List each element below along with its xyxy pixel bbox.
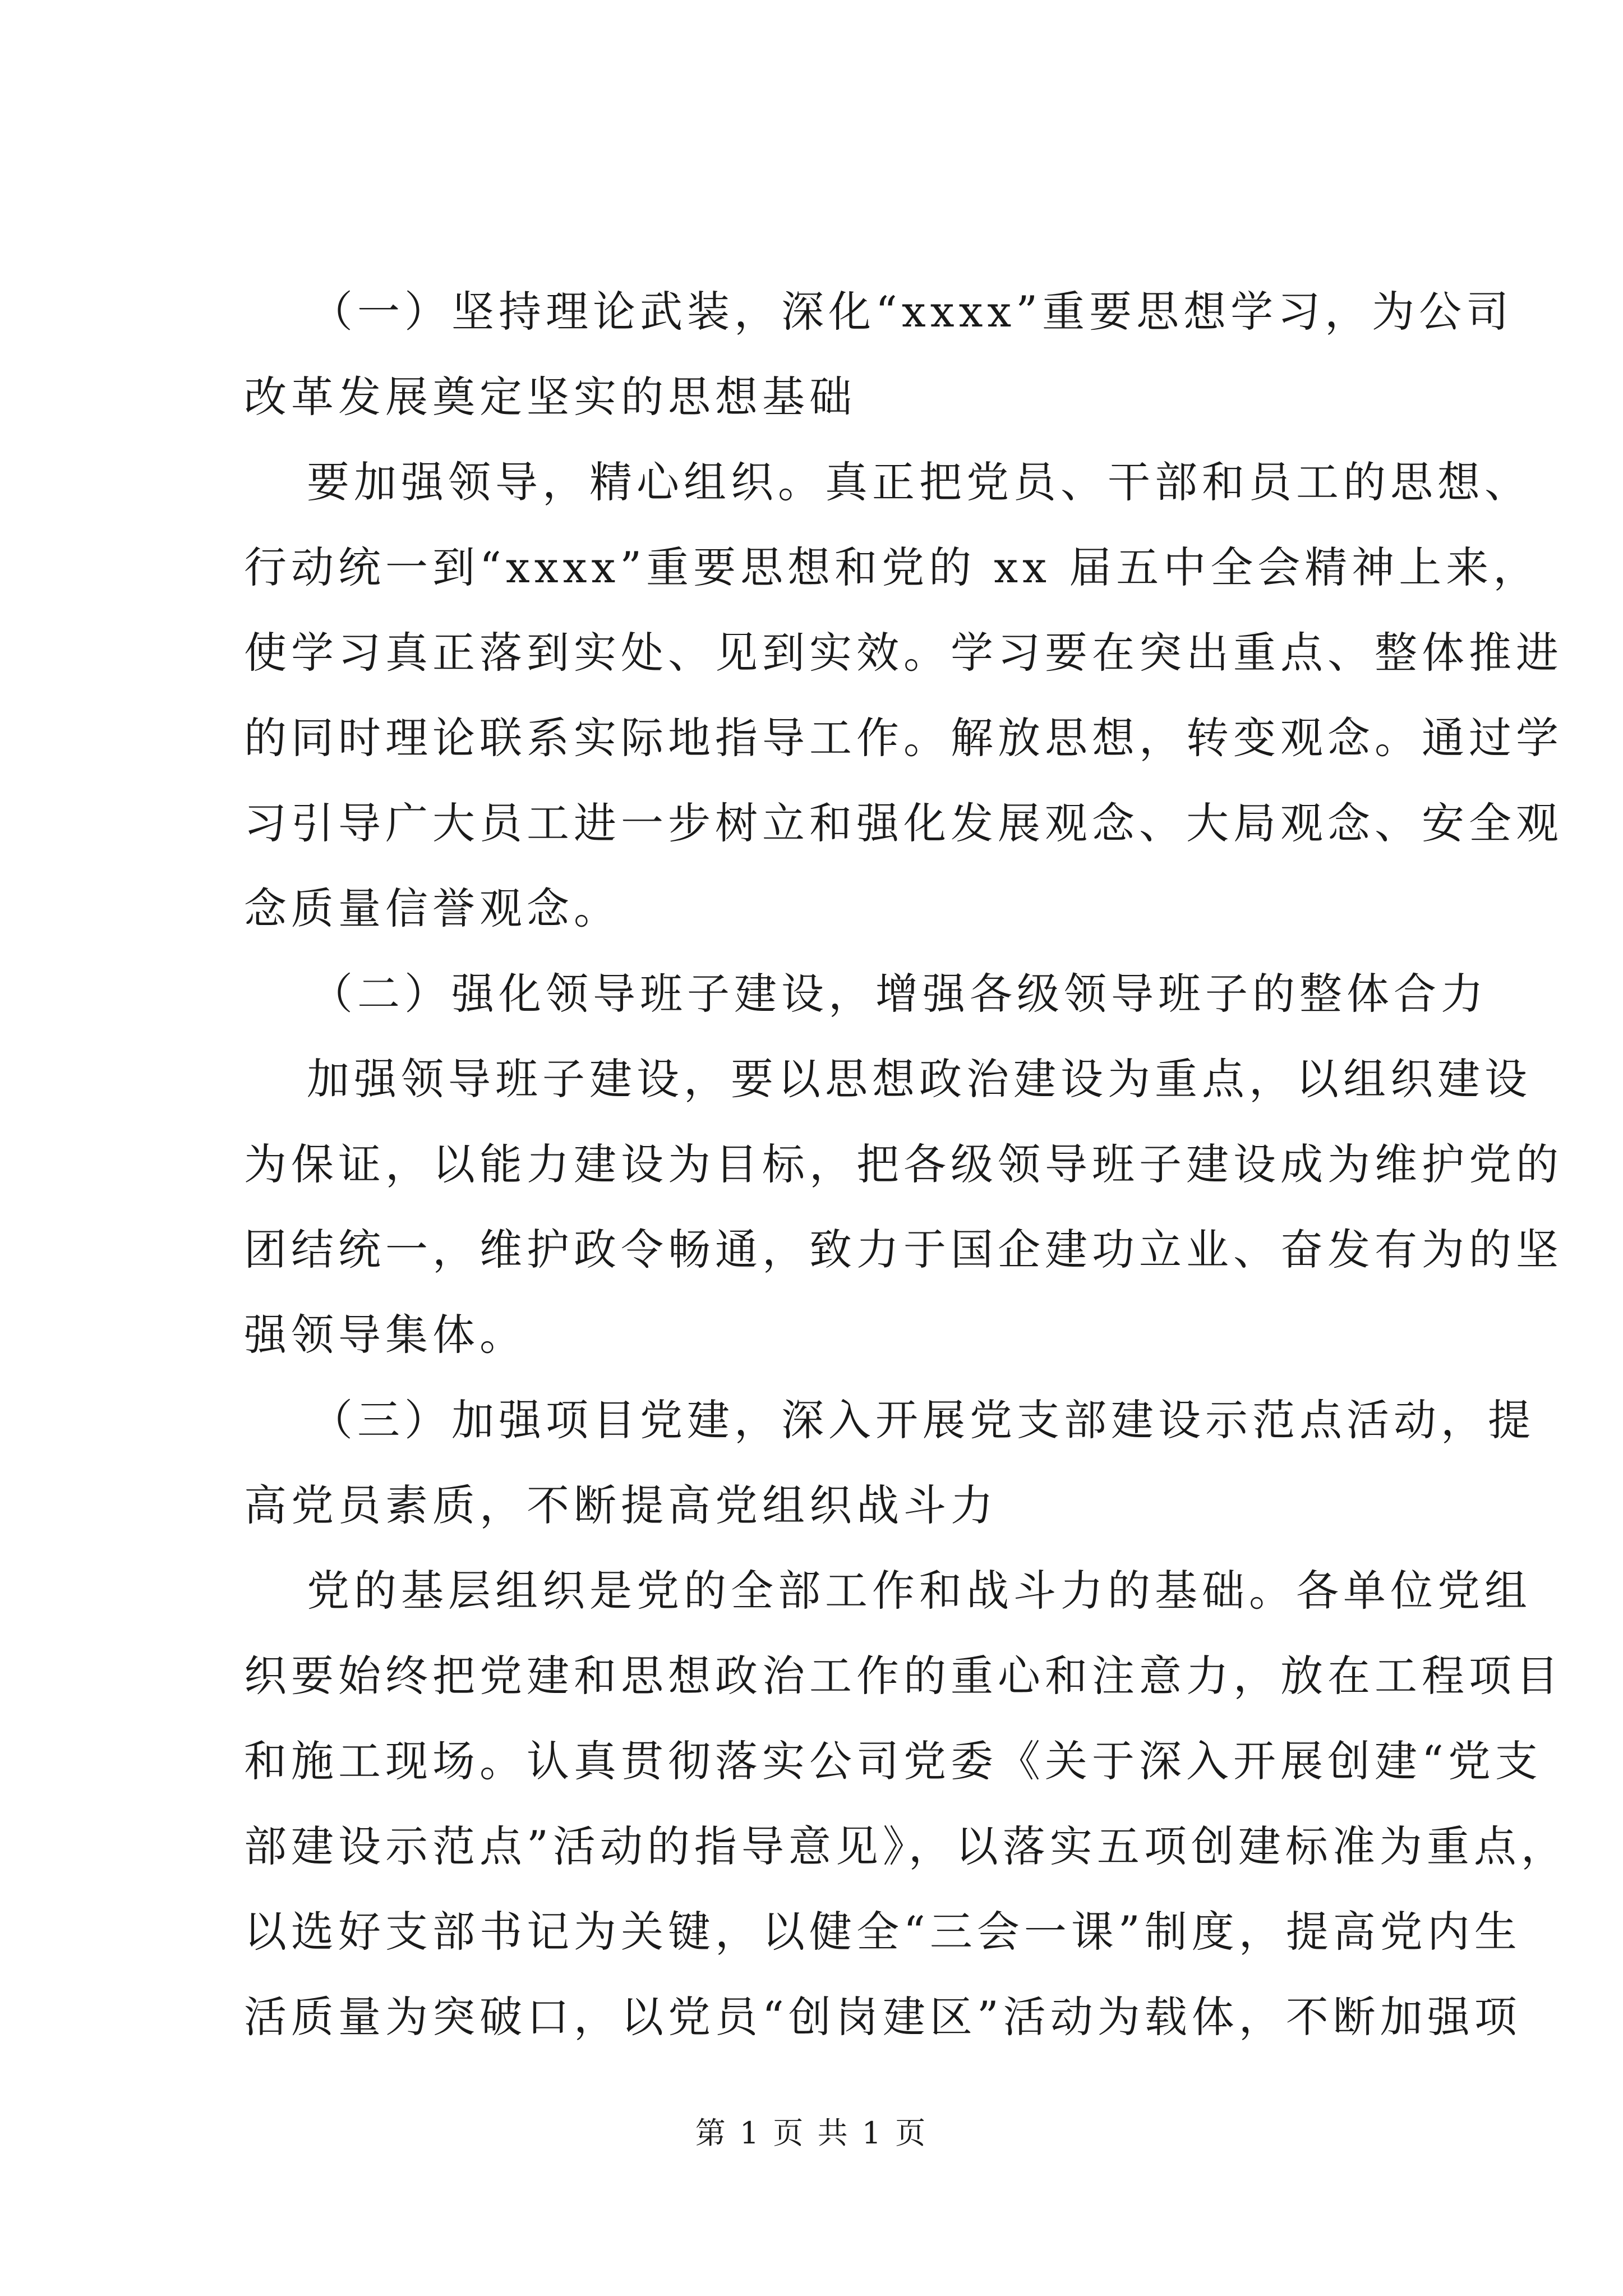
- paragraph-1-line-3: 使学习真正落到实处、见到实效。学习要在突出重点、整体推进: [244, 628, 1563, 678]
- paragraph-3-line-3: 和施工现场。认真贯彻落实公司党委《关于深入开展创建“党支: [244, 1736, 1542, 1786]
- section-heading-1-line-2: 改革发展奠定坚实的思想基础: [244, 372, 856, 422]
- paragraph-2-line-3: 团结统一，维护政令畅通，致力于国企建功立业、奋发有为的坚: [244, 1225, 1563, 1274]
- paragraph-2-line-1: 加强领导班子建设，要以思想政治建设为重点，以组织建设: [307, 1054, 1532, 1104]
- paragraph-3-line-5: 以选好支部书记为关键，以健全“三会一课”制度，提高党内生: [244, 1907, 1521, 1957]
- paragraph-1-line-1: 要加强领导，精心组织。真正把党员、干部和员工的思想、: [307, 457, 1532, 507]
- section-heading-2: （二）强化领导班子建设，增强各级领导班子的整体合力: [310, 969, 1488, 1019]
- section-heading-3-line-2: 高党员素质，不断提高党组织战斗力: [244, 1480, 998, 1530]
- paragraph-1-line-6: 念质量信誉观念。: [244, 884, 621, 933]
- paragraph-3-line-6: 活质量为突破口，以党员“创岗建区”活动为载体，不断加强项: [244, 1992, 1521, 2042]
- paragraph-1-line-5: 习引导广大员工进一步树立和强化发展观念、大局观念、安全观: [244, 798, 1563, 848]
- paragraph-3-line-2: 织要始终把党建和思想政治工作的重心和注意力，放在工程项目: [244, 1651, 1563, 1701]
- page-footer: 第 1 页 共 1 页: [695, 2115, 928, 2151]
- paragraph-2-line-2: 为保证，以能力建设为目标，把各级领导班子建设成为维护党的: [244, 1139, 1563, 1189]
- section-heading-3-line-1: （三）加强项目党建，深入开展党支部建设示范点活动，提: [310, 1395, 1535, 1445]
- paragraph-2-line-4: 强领导集体。: [244, 1310, 527, 1360]
- paragraph-3-line-1: 党的基层组织是党的全部工作和战斗力的基础。各单位党组: [307, 1566, 1532, 1616]
- paragraph-1-line-4: 的同时理论联系实际地指导工作。解放思想，转变观念。通过学: [244, 713, 1563, 763]
- document-body: [244, 269, 1568, 2060]
- section-heading-1-line-1: （一）坚持理论武装，深化“xxxx”重要思想学习，为公司: [310, 287, 1514, 337]
- paragraph-1-line-2: 行动统一到“xxxx”重要思想和党的 xx 届五中全会精神上来，: [244, 542, 1541, 592]
- paragraph-3-line-4: 部建设示范点”活动的指导意见》，以落实五项创建标准为重点，: [244, 1821, 1568, 1871]
